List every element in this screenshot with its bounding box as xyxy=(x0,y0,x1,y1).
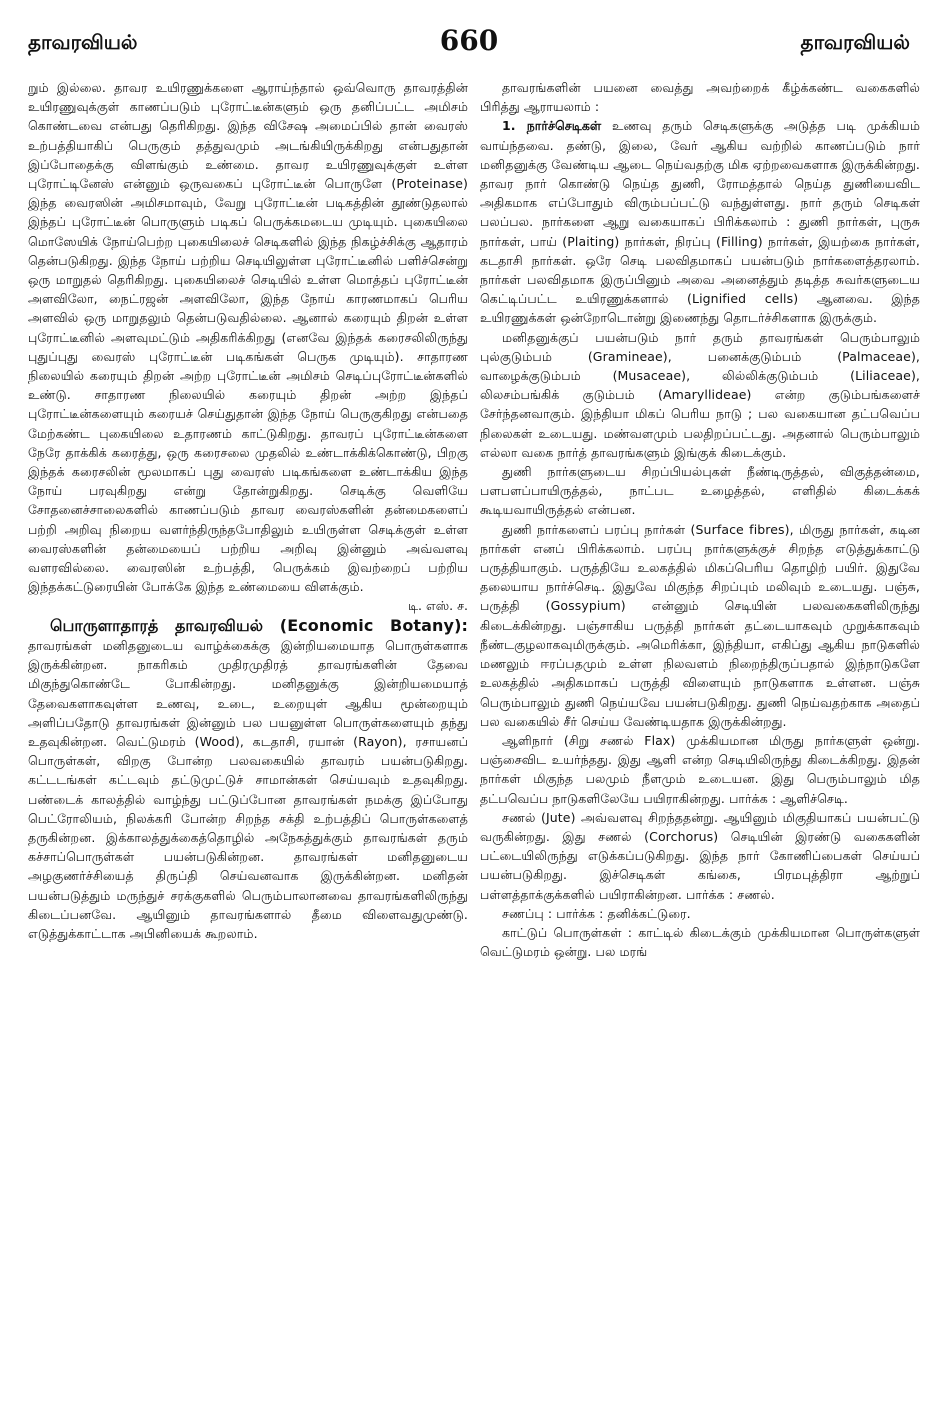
paragraph: துணி நார்களுடைய சிறப்பியல்புகள் நீண்டிருத்தல், விகுத்தன்மை, பளபளப்பாயிருத்தல், நாட்பட உழைத்தல், எளிதில் கிடைக்கக் கூடியவாயிருத்தல் என்பன. xyxy=(480,464,920,518)
signature-row xyxy=(28,596,468,615)
right-column xyxy=(480,78,920,1367)
paragraph: றும் இல்லை. தாவர உயிரணுக்களை ஆராய்ந்தால் ஒவ்வொரு தாவரத்தின் உயிரணுவுக்குள் காணப்படும் புரோட்டீன்களும் ஒரு தனிப்பட்ட அமிசம் கொண்டவை என்பது தெரிகிறது. இந்த விசேஷ அமைப்பில் தான் வைரஸ் உற்பத்தியாகிப் பெருகும் தத்துவமும் அடங்கியிருக்கிறது என்பதுதான் இப்போதைக்கு விளங்கும் உண்மை. தாவர உயிரணுவுக்குள் உள்ள புரோட்டினேஸ் என்னும் ஒருவகைப் புரோட்டீன் பொருளே (Proteinase) இந்த வைரஸின் அமிசமாவும், வேறு புரோட்டீன் படிகத்தின் தூண்டுதலால் இந்தப் புரோட்டீன் பொருளும் படிகப் பெருக்கமடைய முடியும். புகையிலை மொஸேயிக் நோய்பெற்ற புகையிலைச் செடிகளில் இந்த நிகழ்ச்சிக்கு ஆதாரம் தென்படுகிறது. இந்த நோய் பற்றிய செடியிலுள்ள புரோட்டீனில் பளிச்சென்று ஒரு மாறுதல் தெரிகிறது. புகையிலைச் செடியில் உள்ள மொத்தப் புரோட்டீன் அளவிலோ, நைட்ரஜன் அளவிலோ, இந்த நோய் காரணமாகப் பெரிய அளவில் ஒரு மாறுதலும் தென்படுவதில்லை. ஆனால் கரையும் திறன் உள்ள புரோட்டீனில் அளவுமட்டும் அதிகரிக்கிறது (எனவே இந்தக் கரைசலிலிருந்து புதுப்புது வைரஸ் புரோட்டீன் படிகங்கள் பெருக முடியும்). சாதாரண நிலையில் கரையும் திறன் அற்ற புரோட்டீன் அமிசம் செடிப்புரோட்டீன்களில் உண்டு. சாதாரண நிலையில் கரையும் திறன் அற்ற இந்தப் புரோட்டீன்களையும் கரையச் செய்துதான் இந்த நோய் பெருகுகிறது என்பதை மேற்கண்ட புகையிலை உதாரணம் காட்டுகிறது. தாவரப் புரோட்டீன்களை நேரே தாக்கிக் கரைத்து, ஒரு கரைசலை முதலில் உண்டாக்கிக்கொண்டு, பிறகு இந்தக் கரைசலின் மூலமாகப் புது வைரஸ் படிகங்களை உண்டாக்கிய இந்த நோய் பரவுகிறது என்று தோன்றுகிறது. செடிக்கு வெளியே சோதனைச்சாலைகளில் காணப்படும் தாவர வைரஸ்களின் தன்மைகளைப் பற்றி அறிவு நிறைய வளர்ந்திருந்தபோதிலும் உயிருள்ள செடிக்குள் உள்ள வைரஸ்களின் தன்மையைப் பற்றிய அறிவு இன்னும் அவ்வளவு வளரவில்லை. வைரஸின் உற்பத்தி, பெருக்கம் இவற்றைப் பற்றிய இந்தக்கட்டுரையின் போக்கே இந்த உண்மையை விளக்கும். xyxy=(28,80,468,595)
paragraph: துணி நார்களைப் பரப்பு நார்கள் (Surface fibres), மிருது நார்கள், கடின நார்கள் எனப் பிரிக்கலாம். பரப்பு நார்களுக்குச் சிறந்த எடுத்துக்காட்டு பருத்தியாகும். பருத்தியே உலகத்தில் மிகப்பெரிய தொழிற் பயிர். இதுவே தலையாய நார்ச்செடி. இதுவே மிகுந்த சிறப்பும் மலிவும் உடையது. பஞ்சு, பருத்தி (Gossypium) என்னும் செடியின் பலவகைகளிலிருந்து கிடைக்கின்றது. பஞ்சாகிய பருத்தி நார்கள் தட்டையாகவும் முறுக்காகவும் நீண்டகுழலாகவுமிருக்கும். அமெரிக்கா, இந்தியா, எகிப்து ஆகிய நாடுகளில் மணலும் ஈரப்பதமும் உள்ள நிலவளம் நிறைந்திருப்பதால் இந்நாடுகளே உலகத்தில் அதிகமாகப் பருத்தி விளையும் நாடுகளாக உள்ளன. பஞ்சு பெரும்பாலும் துணி நெய்யவே பயன்படுகிறது. துணி நெய்வதற்காக அதைப் பல வகையில் சீர் செய்ய வேண்டியதாக இருக்கின்றது. xyxy=(480,521,920,729)
running-title-right: தாவரவியல் xyxy=(800,30,910,54)
section-lead: 1. நார்ச்செடிகள் xyxy=(502,118,602,134)
paragraph: மனிதனுக்குப் பயன்படும் நார் தரும் தாவரங்கள் பெரும்பாலும் புல்குடும்பம் (Gramineae), பனைக்குடும்பம் (Palmaceae), வாழைக்குடும்பம் (Musaceae), லில்லிக்குடும்பம் (Liliaceae), லிலசம்பங்கிக் குடும்பம் (Amaryllideae) என்ற குடும்பங்களைச் சேர்ந்தனவாகும். இந்தியா மிகப் பெரிய நாடு ; பல வகையான தட்பவெப்ப நிலைகள் உடையது. மண்வளமும் பலதிறப்பட்டது. அதனால் பெரும்பாலும் எல்லா வகை நார்த் தாவரங்களும் இங்குக் கிடைக்கும். xyxy=(480,329,920,460)
author-initials: டி. எஸ். ச. xyxy=(408,598,468,614)
entry-text: தாவரங்கள் மனிதனுடைய வாழ்க்கைக்கு இன்றியமையாத பொருள்களாக இருக்கின்றன. நாகரிகம் முதிரமுதிரத் தாவரங்களின் தேவை மிகுந்துகொண்டே போகின்றது. மனிதனுக்கு இன்றியமையாத் தேவைகளாகவுள்ள உணவு, உடை, உறையுள் ஆகிய மூன்றையும் அளிப்பதோடு தாவரங்கள் இன்னும் பல பயனுள்ள பொருள்களையும் தந்து உதவுகின்றன. வெட்டுமரம் (Wood), கடதாசி, ரயான் (Rayon), ரசாயனப் பொருள்கள், விறகு போன்ற பலவகையில் தாவரம் பயன்படுகிறது. கட்டடங்கள் கட்டவும் தட்டுமுட்டுச் சாமான்கள் செய்யவும் உதவுகிறது. பண்டைக் காலத்தில் வாழ்ந்து பட்டுப்போன தாவரங்கள் நமக்கு இப்போது பெட்ரோலியம், நிலக்கரி போன்ற சிறந்த சக்தி உற்பத்திப் பொருள்களைத் தருகின்றன. இக்காலத்துக்கைத்தொழில் அநேகத்துக்கும் தாவரங்கள் தரும் கச்சாப்பொருள்கள் பயன்படுகின்றன. தாவரங்கள் மனிதனுடைய அழகுணர்ச்சியைத் திருப்தி செய்வனவாக இருக்கின்றன. மனிதன் பயன்படுத்தும் மருந்துச் சரக்குகளில் பெரும்பாலானவை தாவரங்களிலிருந்து கிடைப்பனவே. ஆயினும் தாவரங்களால் தீமை விளைவதுமுண்டு. எடுத்துக்காட்டாக அபினியைக் கூறலாம். xyxy=(28,637,468,941)
paragraph: சணப்பு : பார்க்க : தனிக்கட்டுரை. xyxy=(502,905,691,921)
paragraph-text: உணவு தரும் செடிகளுக்கு அடுத்த படி முக்கியம் வாய்ந்தவை. தண்டு, இலை, வேர் ஆகிய வற்றில் காணப்படும் நார் மனிதனுக்கு வேண்டிய ஆடை நெய்வதற்கு மிக ஏற்றவைகளாக இருக்கின்றது. தாவர நார் கொண்டு நெய்த துணி, ரோமத்தால் நெய்த துணியைவிட அதிகமாக எப்போதும் விரும்பப்பட்டு வந்துள்ளது. நார் தரும் செடிகள் பலப்பல. நார்களை ஆறு வகையாகப் பிரிக்கலாம் : துணி நார்கள், புருசு நார்கள், பாய் (Plaiting) நார்கள், நிரப்பு (Filling) நார்கள், இயற்கை நார்கள், கடதாசி நார்கள். ஒரே செடி பலவிதமாகப் பயன்படும் நார்களைத்தரலாம். நார்கள் பலவிதமாக இருப்பினும் அவை அனைத்தும் தடித்த சுவர்களுடைய கெட்டிப்பட்ட உயிரணுக்களால் (Lignified cells) ஆனவை. இந்த உயிரணுக்கள் ஒன்றோடொன்று இணைந்து தொடர்ச்சிகளாக இருக்கும். xyxy=(480,118,920,326)
paragraph xyxy=(480,116,920,327)
left-column xyxy=(28,78,468,1367)
running-header xyxy=(28,24,910,62)
section-lead: காட்டுப் பொருள்கள் : xyxy=(502,924,633,940)
entry-headword: பொருளாதாரத் தாவரவியல் (Economic Botany): xyxy=(50,615,468,635)
page-number: 660 xyxy=(439,24,499,57)
paragraph: சணல் (Jute) அவ்வளவு சிறந்ததன்று. ஆயினும் மிகுதியாகப் பயன்பட்டு வருகின்றது. இது சணல் (Corchorus) செடியின் இரண்டு வகைகளின் பட்டையிலிருந்து எடுக்கப்படுகிறது. இந்த நார் கோணிப்பைகள் செய்யப் பயன்படுகிறது. இச்செடிகள் கங்கை, பிரமபுத்திரா ஆற்றுப் பள்ளத்தாக்குக்களில் பயிராகின்றன. பார்க்க : சணல். xyxy=(480,809,920,902)
paragraph-text: காட்டில் கிடைக்கும் முக்கியமான பொருள்களுள் வெட்டுமரம் ஒன்று. பல மரங் xyxy=(480,924,920,960)
running-title-left: தாவரவியல் xyxy=(28,30,138,54)
paragraph: தாவரங்களின் பயனை வைத்து அவற்றைக் கீழ்க்கண்ட வகைகளில் பிரித்து ஆராயலாம் : xyxy=(480,80,920,115)
paragraph: ஆளிநார் (சிறு சணல் Flax) முக்கியமான மிருது நார்களுள் ஒன்று. பஞ்சைவிட உயர்ந்தது. இது ஆளி என்ற செடியிலிருந்து கிடைக்கிறது. இதன் நார்கள் மிகுந்த பலமும் நீளமும் உடையன. இது பெரும்பாலும் மித தட்பவெப்ப நாடுகளிலேயே பயிராகின்றது. பார்க்க : ஆளிச்செடி. xyxy=(480,732,920,806)
entry-paragraph xyxy=(28,616,468,943)
paragraph xyxy=(480,923,920,961)
